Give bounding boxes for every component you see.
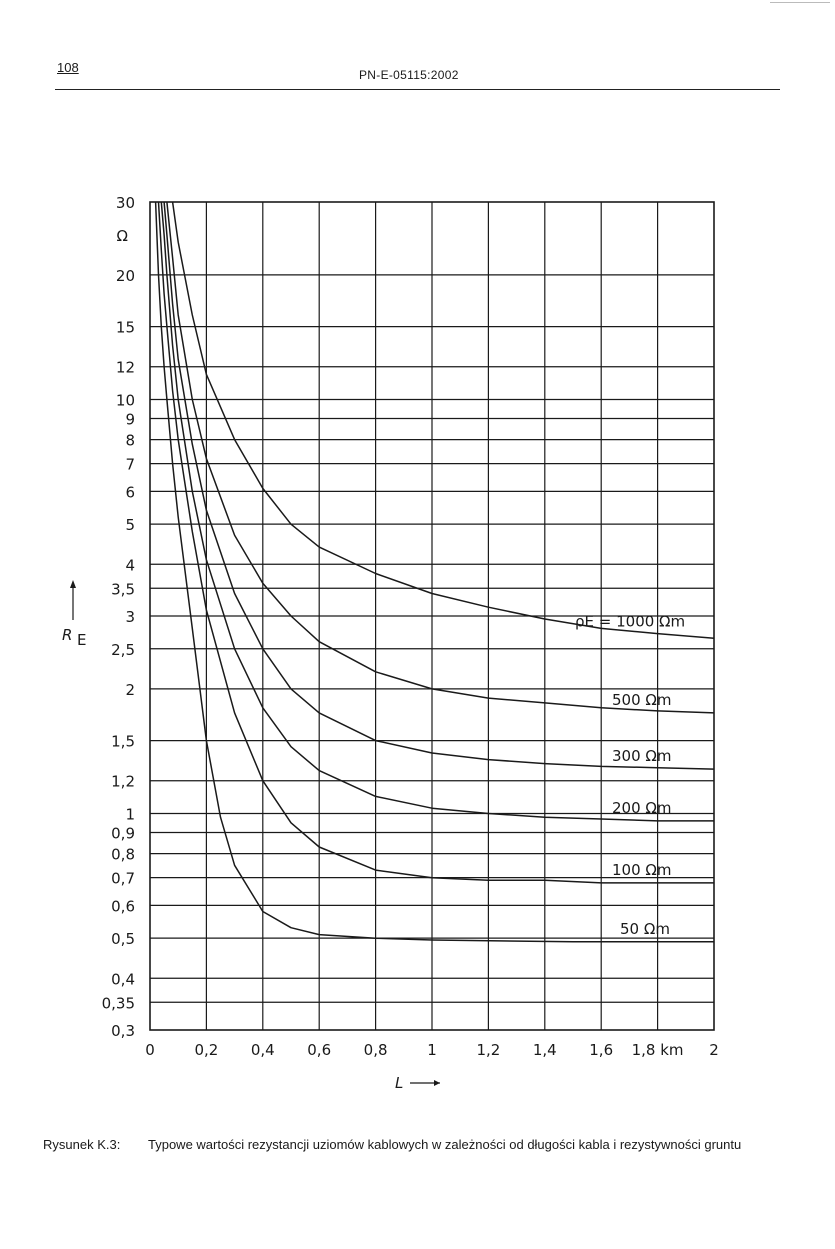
x-tick-label: 1,2 (476, 1041, 501, 1059)
x-tick-label: 1,6 (589, 1041, 614, 1059)
y-tick-label: 6 (125, 483, 135, 502)
x-tick-label: 1,8 km (631, 1041, 684, 1059)
series-line-5 (156, 202, 714, 942)
y-unit-label: Ω (116, 226, 128, 245)
series-line-2 (164, 202, 714, 769)
x-tick-label: 0 (145, 1041, 155, 1059)
x-tick-label: 1,4 (532, 1041, 557, 1059)
y-axis-label: R (62, 626, 73, 644)
y-tick-label: 12 (115, 358, 135, 377)
x-axis-label: L (395, 1074, 404, 1092)
y-tick-label: 3,5 (111, 580, 135, 599)
series-label: 50 Ωm (620, 919, 670, 938)
y-tick-label: 20 (115, 266, 135, 285)
y-tick-label: 2 (125, 680, 135, 699)
standard-code: PN-E-05115:2002 (359, 68, 459, 82)
page-number: 108 (57, 60, 79, 75)
x-tick-label: 0,8 (363, 1041, 388, 1059)
y-axis-arrowhead (70, 580, 76, 588)
y-tick-label: 0,5 (111, 930, 135, 949)
caption-label: Rysunek K.3: (43, 1137, 121, 1152)
y-tick-label: 30 (115, 194, 135, 212)
caption-text: Typowe wartości rezystancji uziomów kablowych w zależności od długości kabla i rezystywności gruntu (148, 1137, 742, 1152)
y-tick-label: 4 (125, 556, 135, 575)
series-line-3 (161, 202, 714, 821)
y-tick-label: 1,5 (111, 732, 135, 751)
y-tick-label: 0,3 (111, 1022, 135, 1040)
series-label: 100 Ωm (612, 860, 672, 879)
y-tick-label: 0,7 (111, 869, 135, 888)
x-tick-label: 0,4 (250, 1041, 275, 1059)
y-tick-label: 8 (125, 431, 135, 450)
y-tick-label: 1 (125, 805, 135, 824)
x-tick-label: 1 (427, 1041, 437, 1059)
series-labels (575, 612, 685, 937)
y-tick-label: 5 (125, 516, 135, 535)
x-axis-arrowhead (434, 1080, 440, 1086)
series-label: ρE = 1000 Ωm (575, 612, 686, 631)
y-axis-label-subscript: E (77, 631, 87, 649)
y-tick-label: 1,2 (111, 772, 135, 791)
y-tick-label: 0,6 (111, 897, 135, 916)
y-tick-label: 3 (125, 608, 135, 626)
y-tick-label: 9 (125, 410, 135, 429)
x-tick-label: 2 (709, 1041, 719, 1059)
y-tick-label: 2,5 (111, 640, 135, 659)
y-tick-label: 0,9 (111, 824, 135, 843)
series-line-0 (173, 202, 714, 638)
y-tick-label: 0,4 (111, 970, 135, 989)
series-label: 200 Ωm (612, 798, 672, 817)
y-tick-label: 0,35 (101, 994, 135, 1013)
y-tick-label: 15 (115, 318, 135, 337)
y-tick-label: 0,8 (111, 845, 135, 864)
series-layer (156, 202, 714, 942)
x-tick-label: 0,2 (194, 1041, 219, 1059)
y-tick-label: 10 (115, 391, 135, 410)
y-tick-label: 7 (125, 455, 135, 474)
series-label: 300 Ωm (612, 747, 672, 766)
x-tick-label: 0,6 (307, 1041, 332, 1059)
series-label: 500 Ωm (612, 690, 672, 709)
series-line-1 (167, 202, 714, 713)
